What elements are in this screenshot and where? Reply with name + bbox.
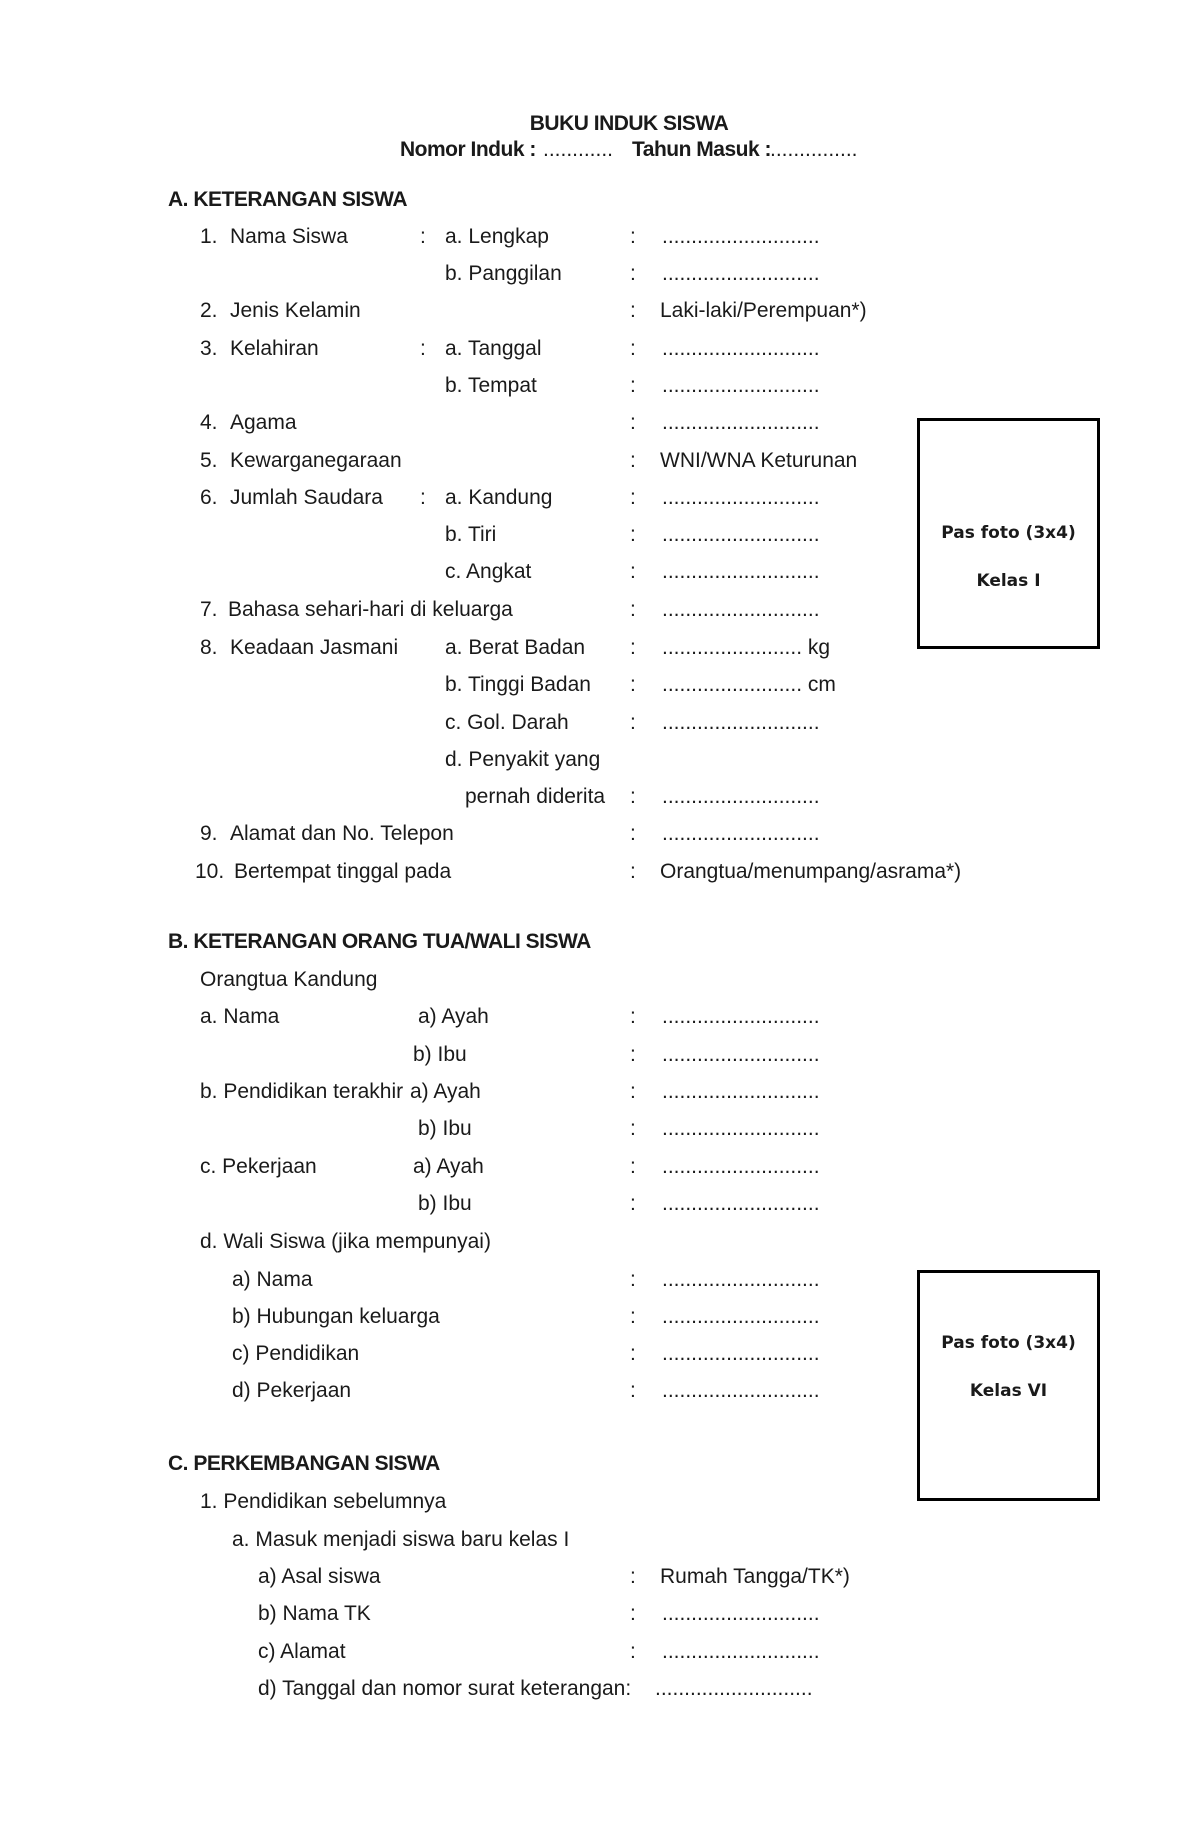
colon: : <box>630 822 636 845</box>
section-b-heading: B. KETERANGAN ORANG TUA/WALI SISWA <box>168 930 591 953</box>
penyakit-label-cont: pernah diderita <box>465 785 606 808</box>
wali-pendidikan-value: ........................... <box>662 1342 820 1365</box>
masuk-kelas-1-label: a. Masuk menjadi siswa baru kelas I <box>232 1528 570 1551</box>
penyakit-value: ........................... <box>662 785 820 808</box>
agama-value: ........................... <box>662 411 820 434</box>
pendidikan-ayah-value: ........................... <box>662 1080 820 1103</box>
alamat-value: ........................... <box>662 822 820 845</box>
agama-label: Agama <box>230 411 297 434</box>
document-title: BUKU INDUK SISWA <box>529 112 729 135</box>
saudara-tiri-label: b. Tiri <box>445 523 497 546</box>
gol-darah-label: c. Gol. Darah <box>445 711 569 734</box>
colon: : <box>630 1080 636 1103</box>
kewarganegaraan-label: Kewarganegaraan <box>230 449 402 472</box>
surat-keterangan-label: d) Tanggal dan nomor surat keterangan: <box>258 1677 632 1700</box>
pendidikan-ortu-label: b. Pendidikan terakhir <box>200 1080 404 1103</box>
ibu-label: b) Ibu <box>418 1192 472 1215</box>
tinggi-badan-label: b. Tinggi Badan <box>445 673 591 696</box>
colon: : <box>630 636 636 659</box>
nama-ibu-value: ........................... <box>662 1043 820 1066</box>
colon: : <box>630 486 636 509</box>
colon: : <box>630 523 636 546</box>
pekerjaan-ayah-value: ........................... <box>662 1155 820 1178</box>
bahasa-value: ........................... <box>662 598 820 621</box>
tahun-masuk-label: Tahun Masuk : <box>632 138 771 161</box>
bahasa-label: Bahasa sehari-hari di keluarga <box>228 598 513 621</box>
item-number: 2. <box>200 299 218 322</box>
colon: : <box>630 1342 636 1365</box>
asal-siswa-value: Rumah Tangga/TK*) <box>660 1565 850 1588</box>
wali-pekerjaan-value: ........................... <box>662 1379 820 1402</box>
nama-tk-value: ........................... <box>662 1602 820 1625</box>
pendidikan-sebelumnya-label: 1. Pendidikan sebelumnya <box>200 1490 447 1513</box>
item-number: 7. <box>200 598 218 621</box>
nama-tk-label: b) Nama TK <box>258 1602 371 1625</box>
nama-ayah-value: ........................... <box>662 1005 820 1028</box>
photo-label: Pas foto (3x4) <box>941 523 1076 543</box>
surat-keterangan-value: ........................... <box>655 1677 813 1700</box>
tempat-tinggal-value: Orangtua/menumpang/asrama*) <box>660 860 962 883</box>
colon: : <box>630 299 636 322</box>
ayah-label: a) Ayah <box>410 1080 481 1103</box>
jenis-kelamin-label: Jenis Kelamin <box>230 299 361 322</box>
saudara-kandung-label: a. Kandung <box>445 486 553 509</box>
colon: : <box>630 337 636 360</box>
tanggal-lahir-value: ........................... <box>662 337 820 360</box>
wali-nama-label: a) Nama <box>232 1268 313 1291</box>
colon: : <box>420 225 426 248</box>
nomor-induk-value: ............ <box>543 138 614 161</box>
item-number: 8. <box>200 636 218 659</box>
alamat-tk-value: ........................... <box>662 1640 820 1663</box>
colon: : <box>630 411 636 434</box>
wali-siswa-label: d. Wali Siswa (jika mempunyai) <box>200 1230 491 1253</box>
penyakit-label: d. Penyakit yang <box>445 748 601 771</box>
colon: : <box>630 1117 636 1140</box>
tempat-lahir-value: ........................... <box>662 374 820 397</box>
saudara-tiri-value: ........................... <box>662 523 820 546</box>
colon: : <box>630 1379 636 1402</box>
colon: : <box>420 486 426 509</box>
colon: : <box>630 225 636 248</box>
tempat-lahir-label: b. Tempat <box>445 374 537 397</box>
wali-nama-value: ........................... <box>662 1268 820 1291</box>
jumlah-saudara-label: Jumlah Saudara <box>230 486 383 509</box>
ibu-label: b) Ibu <box>418 1117 472 1140</box>
colon: : <box>630 1640 636 1663</box>
item-number: 4. <box>200 411 218 434</box>
kelahiran-label: Kelahiran <box>230 337 319 360</box>
colon: : <box>630 1602 636 1625</box>
alamat-tk-label: c) Alamat <box>258 1640 346 1663</box>
tanggal-lahir-label: a. Tanggal <box>445 337 542 360</box>
gol-darah-value: ........................... <box>662 711 820 734</box>
alamat-label: Alamat dan No. Telepon <box>230 822 454 845</box>
colon: : <box>630 860 636 883</box>
section-a-heading: A. KETERANGAN SISWA <box>168 188 408 211</box>
pekerjaan-ibu-value: ........................... <box>662 1192 820 1215</box>
colon: : <box>420 337 426 360</box>
item-number: 6. <box>200 486 218 509</box>
colon: : <box>630 711 636 734</box>
nama-ortu-label: a. Nama <box>200 1005 280 1028</box>
ayah-label: a) Ayah <box>418 1005 489 1028</box>
pekerjaan-ortu-label: c. Pekerjaan <box>200 1155 317 1178</box>
ibu-label: b) Ibu <box>413 1043 467 1066</box>
nama-siswa-label: Nama Siswa <box>230 225 348 248</box>
colon: : <box>630 673 636 696</box>
photo-class-label: Kelas I <box>976 571 1041 591</box>
colon: : <box>630 1155 636 1178</box>
colon: : <box>630 262 636 285</box>
jenis-kelamin-value: Laki-laki/Perempuan*) <box>660 299 867 322</box>
ayah-label: a) Ayah <box>413 1155 484 1178</box>
nama-panggilan-label: b. Panggilan <box>445 262 562 285</box>
item-number: 5. <box>200 449 218 472</box>
berat-badan-label: a. Berat Badan <box>445 636 586 659</box>
item-number: 3. <box>200 337 218 360</box>
saudara-angkat-label: c. Angkat <box>445 560 532 583</box>
item-number: 1. <box>200 225 218 248</box>
keadaan-jasmani-label: Keadaan Jasmani <box>230 636 399 659</box>
tinggi-badan-value: ........................ cm <box>662 673 836 696</box>
photo-class-label: Kelas VI <box>969 1381 1048 1401</box>
saudara-kandung-value: ........................... <box>662 486 820 509</box>
nomor-induk-label: Nomor Induk : <box>400 138 536 161</box>
kewarganegaraan-value: WNI/WNA Keturunan <box>660 449 858 472</box>
colon: : <box>630 1043 636 1066</box>
orangtua-kandung-label: Orangtua Kandung <box>200 968 378 991</box>
wali-pekerjaan-label: d) Pekerjaan <box>232 1379 352 1402</box>
item-number: 10. <box>195 860 225 883</box>
nama-panggilan-value: ........................... <box>662 262 820 285</box>
colon: : <box>630 785 636 808</box>
colon: : <box>630 374 636 397</box>
colon: : <box>630 1192 636 1215</box>
saudara-angkat-value: ........................... <box>662 560 820 583</box>
wali-pendidikan-label: c) Pendidikan <box>232 1342 360 1365</box>
photo-label: Pas foto (3x4) <box>941 1333 1076 1353</box>
pendidikan-ibu-value: ........................... <box>662 1117 820 1140</box>
nama-lengkap-label: a. Lengkap <box>445 225 549 248</box>
tahun-masuk-value: ............... <box>770 138 858 161</box>
nama-lengkap-value: ........................... <box>662 225 820 248</box>
photo-box-kelas-6 <box>917 1270 1100 1501</box>
colon: : <box>630 1268 636 1291</box>
item-number: 9. <box>200 822 218 845</box>
wali-hubungan-value: ........................... <box>662 1305 820 1328</box>
section-c-heading: C. PERKEMBANGAN SISWA <box>168 1452 440 1475</box>
wali-hubungan-label: b) Hubungan keluarga <box>232 1305 440 1328</box>
colon: : <box>630 1565 636 1588</box>
tempat-tinggal-label: Bertempat tinggal pada <box>234 860 452 883</box>
colon: : <box>630 1305 636 1328</box>
colon: : <box>630 449 636 472</box>
colon: : <box>630 560 636 583</box>
berat-badan-value: ........................ kg <box>662 636 831 659</box>
colon: : <box>630 598 636 621</box>
asal-siswa-label: a) Asal siswa <box>258 1565 381 1588</box>
colon: : <box>630 1005 636 1028</box>
photo-box-kelas-1 <box>917 418 1100 649</box>
